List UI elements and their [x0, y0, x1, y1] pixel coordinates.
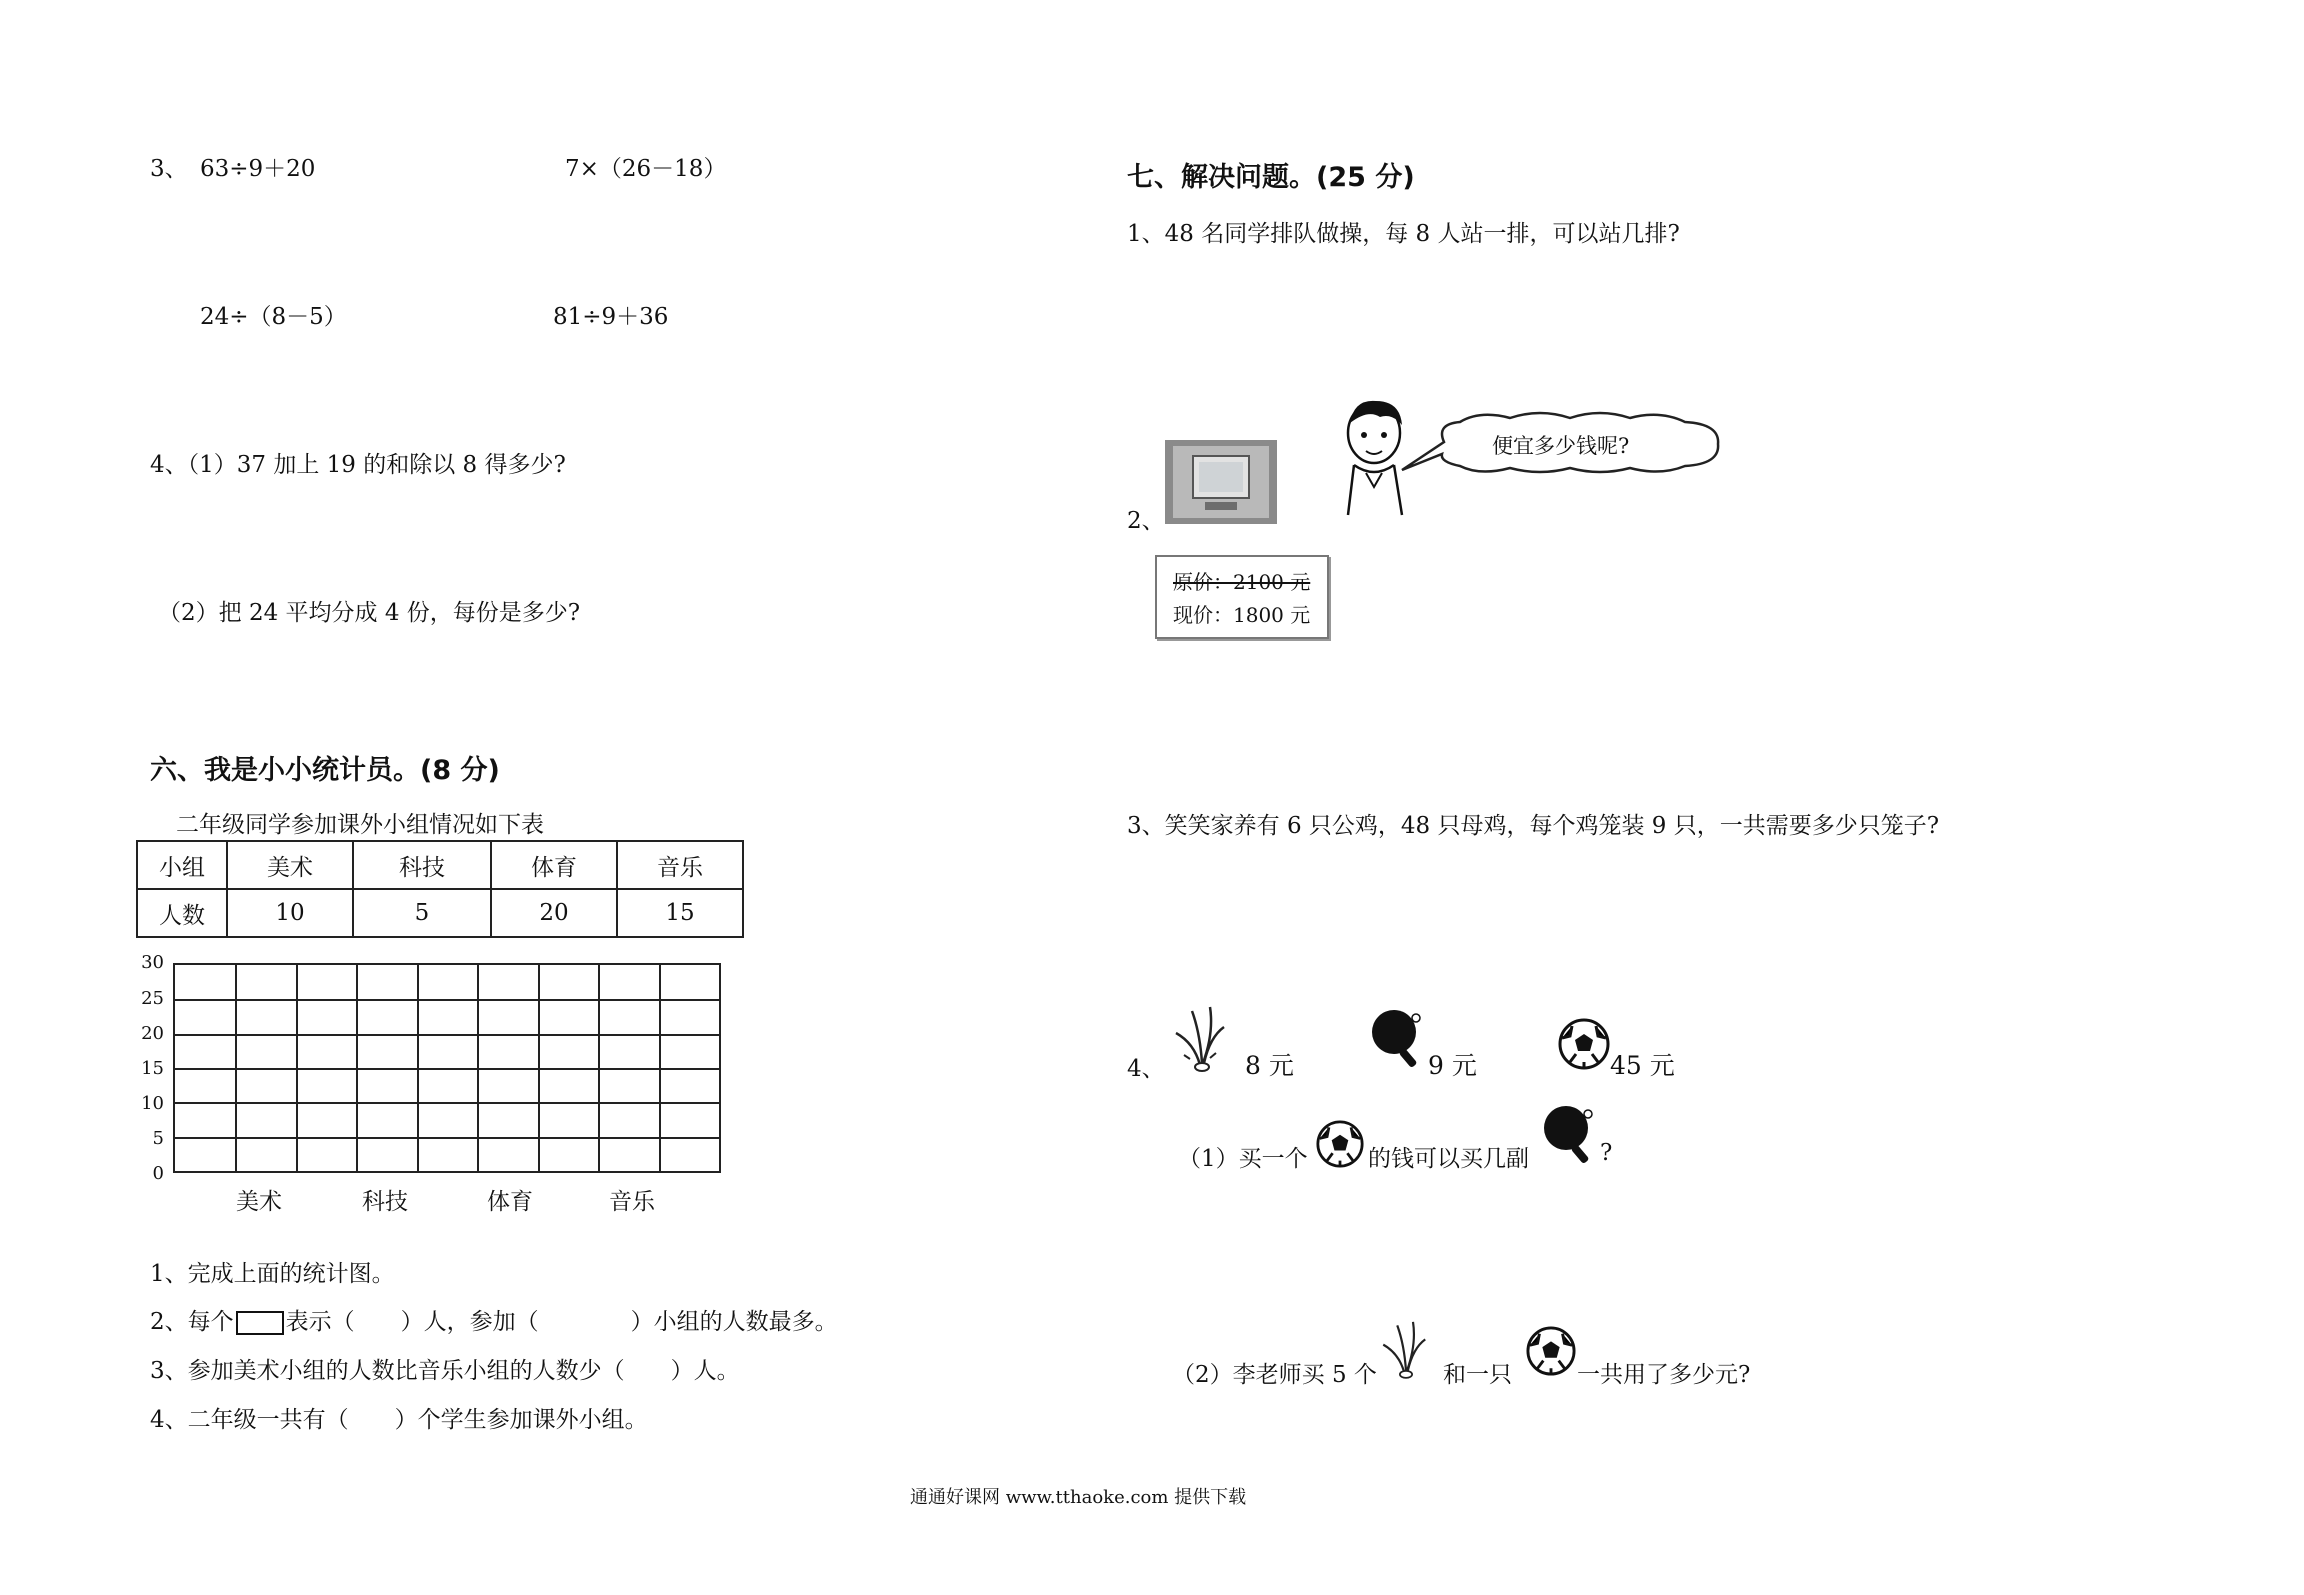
table-cell: 科技: [353, 841, 491, 889]
table-cell: 体育: [491, 841, 617, 889]
computer-monitor-icon: [1165, 440, 1277, 524]
section-7-title: 七、解决问题。(25 分): [1127, 162, 1415, 193]
sub-1-text-a: （1）买一个: [1178, 1146, 1308, 1172]
sub-1-text-b: 的钱可以买几副: [1368, 1146, 1529, 1172]
sub-2-text-c: 一共用了多少元?: [1577, 1362, 1751, 1388]
y-tick-label: 30: [141, 952, 164, 973]
grid-horizontal-line: [175, 1137, 719, 1139]
problem-3: 3、笑笑家养有 6 只公鸡，48 只母鸡，每个鸡笼装 9 只，一共需要多少只笼子?: [1127, 813, 1940, 839]
q3-expression-1: 63÷9＋20: [200, 156, 316, 182]
problem-1: 1、48 名同学排队做操，每 8 人站一排，可以站几排?: [1127, 221, 1680, 247]
table-row: [137, 889, 743, 937]
table-cell: 15: [617, 889, 743, 937]
y-tick-label: 0: [152, 1163, 164, 1184]
q3-expression-2: 7×（26－18）: [565, 156, 727, 182]
table-cell: 美术: [227, 841, 353, 889]
blank-bar-chart-grid[interactable]: [173, 963, 721, 1173]
grid-horizontal-line: [175, 1034, 719, 1036]
x-category-label: 科技: [362, 1189, 408, 1215]
x-category-label: 美术: [236, 1189, 282, 1215]
table-cell: 人数: [137, 889, 227, 937]
stats-table: [136, 840, 744, 938]
price-tag: [1155, 555, 1329, 639]
table-caption: 二年级同学参加课外小组情况如下表: [176, 812, 544, 838]
paddle-price: 9 元: [1428, 1051, 1477, 1080]
current-price: 现价：1800 元: [1173, 603, 1311, 627]
sub-2-text-a: （2）李老师买 5 个: [1172, 1362, 1377, 1388]
soccer-ball-icon: [1558, 1018, 1610, 1070]
problem-4-sub-1: [1178, 1140, 1308, 1173]
table-cell: 20: [491, 889, 617, 937]
x-category-label: 音乐: [609, 1189, 655, 1215]
stats-question-2-prefix: 2、每个: [150, 1309, 234, 1335]
sub-2-text-b: 和一只: [1443, 1362, 1512, 1388]
speech-bubble-text: 便宜多少钱呢?: [1492, 434, 1630, 458]
q3-expression-3: 24÷（8－5）: [200, 304, 347, 330]
stats-question-3: 3、参加美术小组的人数比音乐小组的人数少（ ）人。: [150, 1358, 740, 1384]
original-price: 原价：2100 元: [1173, 570, 1311, 594]
shuttlecock-icon: [1378, 1318, 1434, 1380]
grid-horizontal-line: [175, 1068, 719, 1070]
y-tick-label: 25: [141, 988, 164, 1009]
table-header-row: [137, 841, 743, 889]
ping-pong-paddle-icon: [1370, 1008, 1426, 1070]
ping-pong-paddle-icon: [1542, 1104, 1598, 1166]
grid-horizontal-line: [175, 999, 719, 1001]
stats-question-1: 1、完成上面的统计图。: [150, 1261, 395, 1287]
table-cell: 10: [227, 889, 353, 937]
sub-1-text-c: ?: [1600, 1140, 1613, 1166]
stats-question-4: 4、二年级一共有（ ）个学生参加课外小组。: [150, 1407, 648, 1433]
shuttlecock-icon: [1170, 1003, 1234, 1073]
problem-4-number: 4、: [1127, 1056, 1165, 1082]
table-cell: 小组: [137, 841, 227, 889]
y-tick-label: 15: [141, 1058, 164, 1079]
table-cell: 5: [353, 889, 491, 937]
problem-2-number: 2、: [1127, 508, 1165, 534]
stats-question-2-suffix: 表示（ ）人，参加（ ）小组的人数最多。: [285, 1309, 838, 1335]
q3-number: 3、: [150, 156, 188, 182]
q3-expression-4: 81÷9＋36: [553, 304, 669, 330]
section-6-title: 六、我是小小统计员。(8 分): [150, 755, 500, 786]
grid-horizontal-line: [175, 1102, 719, 1104]
shuttlecock-price: 8 元: [1245, 1051, 1294, 1080]
table-cell: 音乐: [617, 841, 743, 889]
soccer-ball-price: 45 元: [1610, 1051, 1675, 1080]
grid-cell-symbol: [236, 1311, 284, 1335]
q4-part-1: 4、（1）37 加上 19 的和除以 8 得多少?: [150, 452, 566, 478]
soccer-ball-icon: [1526, 1326, 1576, 1376]
footer-credit: 通通好课网 www.tthaoke.com 提供下载: [910, 1487, 1247, 1508]
stats-question-2: [150, 1303, 838, 1336]
x-category-label: 体育: [487, 1189, 533, 1215]
soccer-ball-icon: [1316, 1120, 1364, 1168]
y-tick-label: 10: [141, 1093, 164, 1114]
y-tick-label: 5: [152, 1128, 164, 1149]
q4-part-2: （2）把 24 平均分成 4 份，每份是多少?: [158, 600, 581, 626]
y-tick-label: 20: [141, 1023, 164, 1044]
